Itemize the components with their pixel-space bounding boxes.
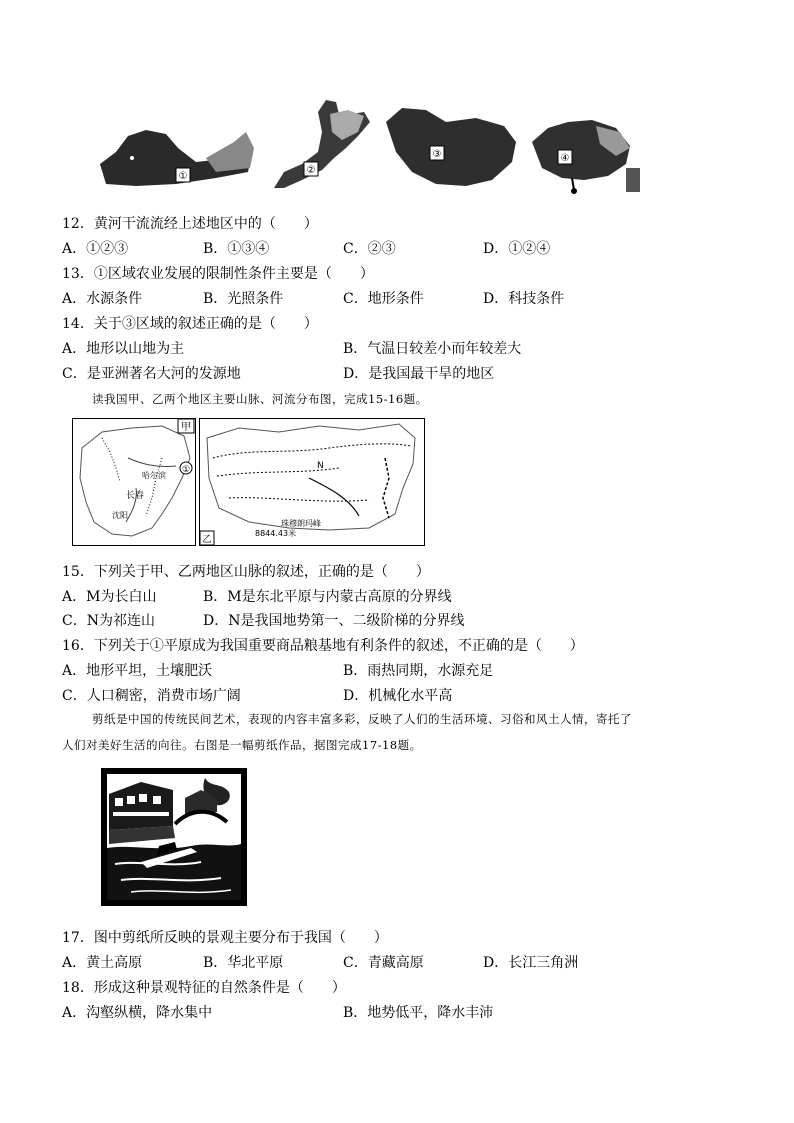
q12-option-a[interactable]: A．①②③ (62, 241, 129, 257)
map-city-harbin: 哈尔滨 (142, 471, 166, 480)
map-yi-n-label: N (317, 461, 324, 471)
question-17-stem: 17．图中剪纸所反映的景观主要分布于我国（ ） (62, 930, 388, 946)
map-city-shenyang: 沈阳 (112, 511, 128, 520)
map-yi-figure (199, 418, 425, 546)
q16-option-c[interactable]: C．人口稠密，消费市场广阔 (62, 688, 241, 704)
map-city-changchun: 长春 (126, 491, 145, 501)
papercut-intro-line1: 剪纸是中国的传统民间艺术，表现的内容丰富多彩，反映了人们的生活环境、习俗和风土人情，寄托了 (92, 712, 632, 726)
q12-option-c[interactable]: C．②③ (343, 241, 396, 257)
q13-option-a[interactable]: A．水源条件 (62, 291, 143, 307)
question-15-stem: 15．下列关于甲、乙两地区山脉的叙述，正确的是（ ） (62, 564, 430, 580)
map-yi-label: 乙 (202, 535, 212, 545)
q13-option-b[interactable]: B．光照条件 (203, 291, 284, 307)
q12-option-d[interactable]: D．①②④ (483, 241, 551, 257)
region-map-3 (386, 108, 516, 186)
question-13-stem: 13．①区域农业发展的限制性条件主要是（ ） (62, 266, 374, 282)
q18-option-a[interactable]: A．沟壑纵横，降水集中 (62, 1005, 213, 1021)
q12-option-b[interactable]: B．①③④ (203, 241, 270, 257)
papercut-image (101, 768, 247, 906)
papercut-intro-line2: 人们对美好生活的向往。右图是一幅剪纸作品，据图完成17-18题。 (62, 738, 422, 752)
question-12-stem: 12．黄河干流流经上述地区中的（ ） (62, 216, 318, 232)
q17-option-b[interactable]: B．华北平原 (203, 955, 284, 971)
map-jia-figure (72, 418, 196, 546)
map-yi-peak-height: 8844.43米 (255, 529, 297, 538)
q13-option-c[interactable]: C．地形条件 (343, 291, 424, 307)
region-marker-3: ③ (432, 149, 442, 160)
region-map-1 (100, 130, 254, 186)
map-yi-peak-name: 珠穆朗玛峰 (281, 519, 321, 528)
q16-option-d[interactable]: D．机械化水平高 (343, 688, 453, 704)
q17-option-d[interactable]: D．长江三角洲 (483, 955, 579, 971)
q14-option-d[interactable]: D．是我国最干旱的地区 (343, 366, 495, 382)
region-marker-4: ④ (560, 153, 570, 164)
region-maps-figure (96, 92, 644, 196)
q17-option-c[interactable]: C．青藏高原 (343, 955, 424, 971)
map-jia-marker: ① (181, 465, 191, 475)
region-marker-1: ① (178, 171, 188, 182)
q14-option-a[interactable]: A．地形以山地为主 (62, 341, 185, 357)
question-18-stem: 18．形成这种景观特征的自然条件是（ ） (62, 980, 346, 996)
q14-option-c[interactable]: C．是亚洲著名大河的发源地 (62, 366, 241, 382)
q15-option-a[interactable]: A．M为长白山 (62, 589, 157, 605)
maps-intro-text: 读我国甲、乙两个地区主要山脉、河流分布图，完成15-16题。 (92, 392, 428, 406)
q16-option-b[interactable]: B．雨热同期，水源充足 (343, 663, 494, 679)
q13-option-d[interactable]: D．科技条件 (483, 291, 565, 307)
q15-option-c[interactable]: C．N为祁连山 (62, 613, 155, 629)
q16-option-a[interactable]: A．地形平坦，土壤肥沃 (62, 663, 213, 679)
q18-option-b[interactable]: B．地势低平，降水丰沛 (343, 1005, 494, 1021)
map-jia-label: 甲 (181, 422, 191, 433)
q17-option-a[interactable]: A．黄土高原 (62, 955, 143, 971)
q15-option-d[interactable]: D．N是我国地势第一、二级阶梯的分界线 (203, 613, 465, 629)
q14-option-b[interactable]: B．气温日较差小而年较差大 (343, 341, 522, 357)
q15-option-b[interactable]: B．M是东北平原与内蒙古高原的分界线 (203, 589, 452, 605)
region-map-2 (274, 100, 370, 188)
region-marker-2: ② (306, 165, 316, 176)
question-14-stem: 14．关于③区域的叙述正确的是（ ） (62, 316, 318, 332)
region-map-4 (532, 120, 640, 194)
question-16-stem: 16．下列关于①平原成为我国重要商品粮基地有利条件的叙述，不正确的是（ ） (62, 638, 584, 654)
